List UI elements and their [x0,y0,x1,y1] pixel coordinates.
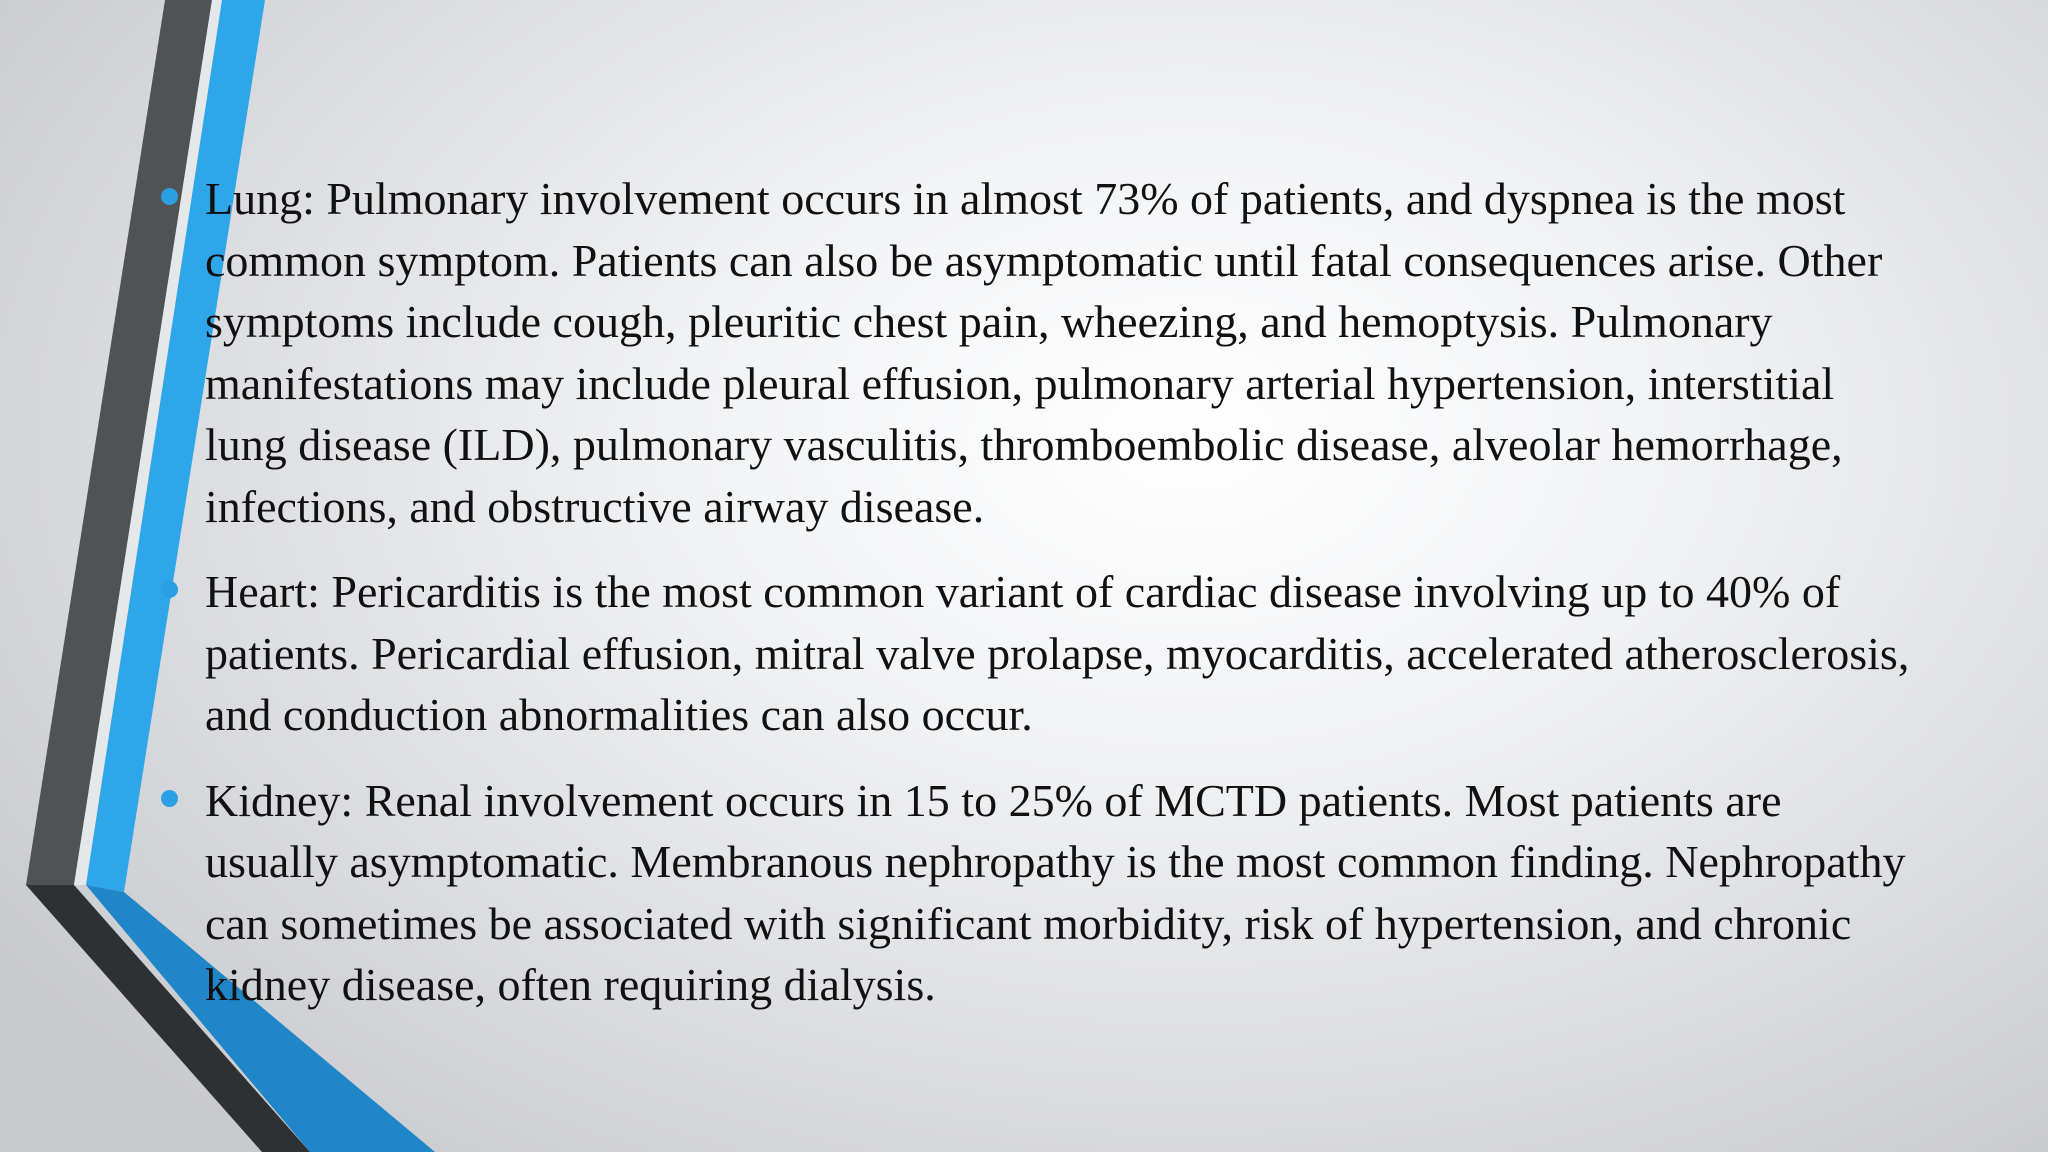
bullet-dot-icon [161,188,178,205]
bullet-heart-text: Heart: Pericarditis is the most common variant of cardiac disease involving up to 40% of patients. Pericardial effusion, mitral valve prolapse, myocarditis, accelerated atherosclerosis, and conduction abnormalities can also occur. [205,566,1910,740]
slide-content [155,168,1955,1040]
bullet-list [155,168,1955,1016]
bullet-lung [155,168,1915,537]
bullet-kidney [155,770,1915,1016]
bullet-dot-icon [161,790,178,807]
bullet-lung-text: Lung: Pulmonary involvement occurs in almost 73% of patients, and dyspnea is the most common symptom. Patients can also be asymptomatic until fatal consequences arise. Other symptoms include cough, pleuritic chest pain, wheezing, and hemoptysis. Pulmonary manifestations may include pleural effusion, pulmonary arterial hypertension, interstitial lung disease (ILD), pulmonary vasculitis, thromboembolic disease, alveolar hemorrhage, infections, and obstructive airway disease. [205,173,1883,532]
bullet-kidney-text: Kidney: Renal involvement occurs in 15 to 25% of MCTD patients. Most patients are usually asymptomatic. Membranous nephropathy is the most common finding. Nephropathy can sometimes be associated with significant morbidity, risk of hypertension, and chronic kidney disease, often requiring dialysis. [205,774,1906,1010]
bullet-dot-icon [161,581,178,598]
bullet-heart [155,561,1915,746]
